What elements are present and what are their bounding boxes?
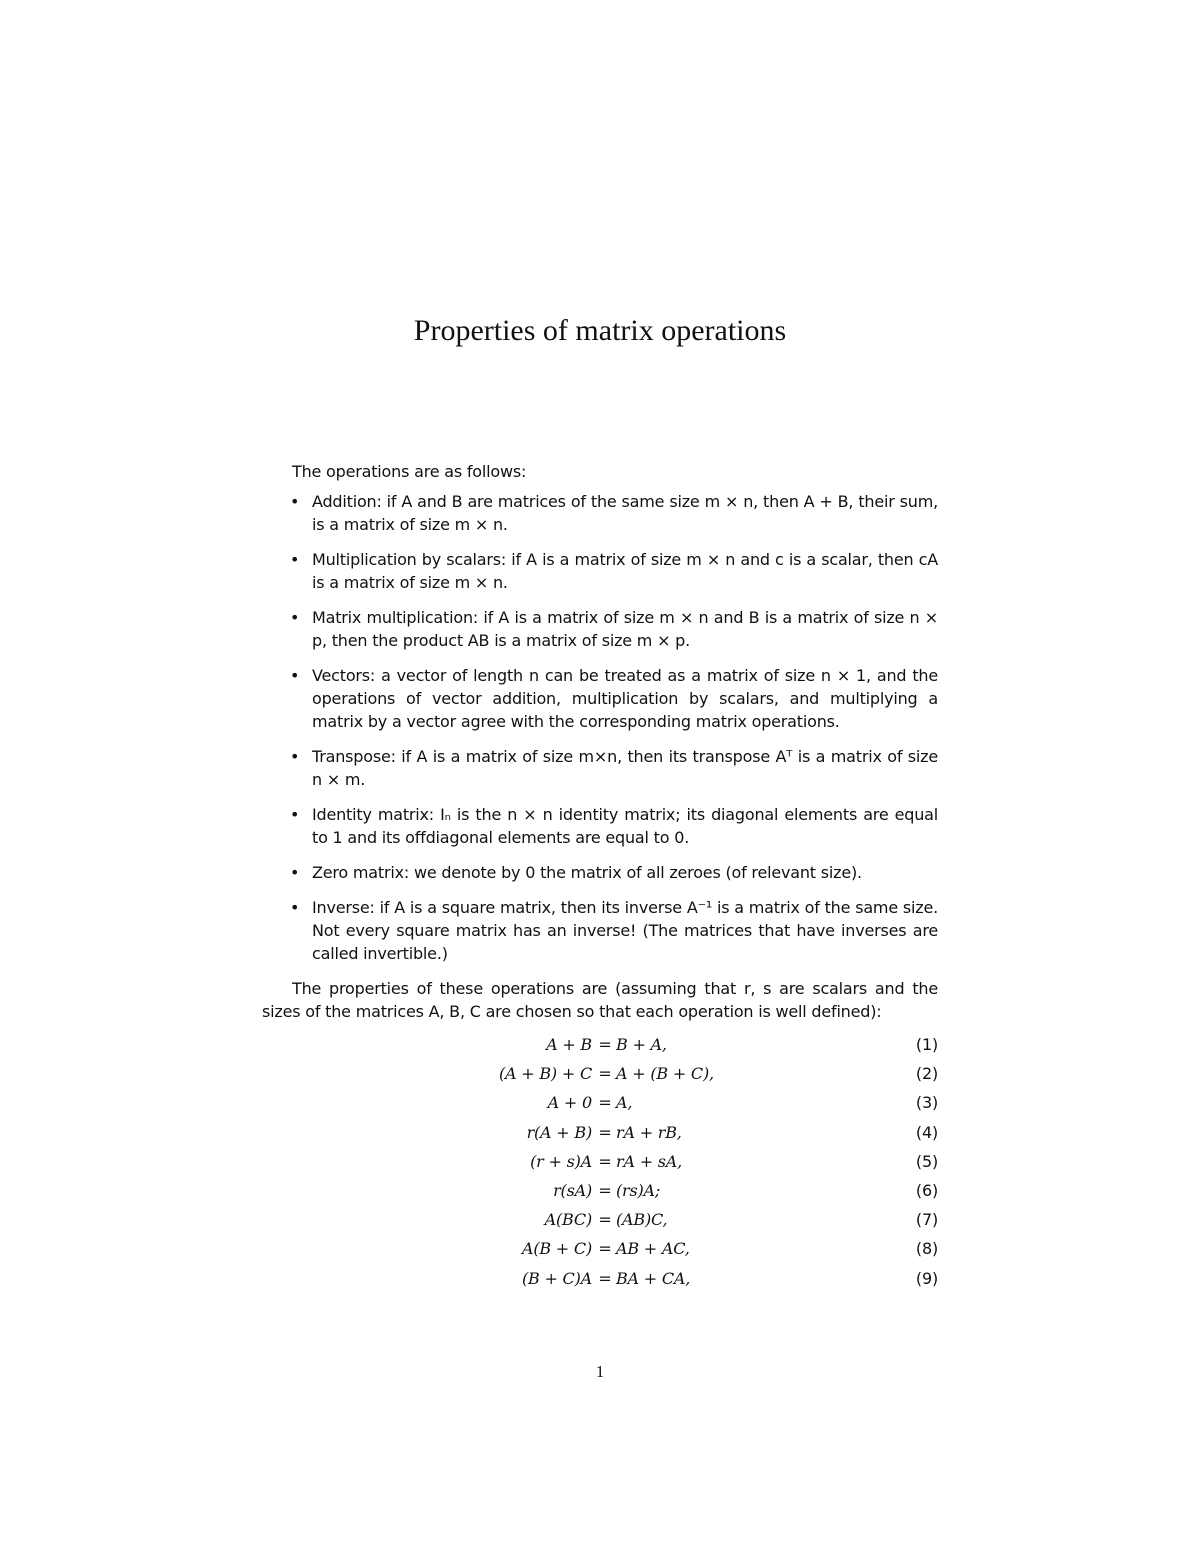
equals-sign: = [598, 1035, 612, 1054]
equation-number: (8) [915, 1239, 938, 1259]
inverse-definition: Inverse: if A is a square matrix, then its inverse A⁻¹ is a matrix of the same size. Not every square matrix has an inverse! (The matrices that have inverses are called invertible.) [312, 898, 938, 963]
list-item-vectors [262, 664, 938, 733]
bullet-icon: • [290, 550, 300, 569]
page-title: Properties of matrix operations [413, 314, 787, 347]
bullet-icon: • [290, 666, 300, 685]
equation-number: (3) [915, 1093, 938, 1113]
equation-lhs: A(BC) [544, 1210, 592, 1230]
equation-lhs: (A + B) + C [499, 1064, 592, 1084]
equation-rhs: A, [616, 1093, 633, 1113]
equals-sign: = [598, 1239, 612, 1259]
equation-row [262, 1121, 938, 1150]
equation-rhs: AB + AC, [616, 1239, 690, 1259]
equation-number: (9) [915, 1268, 938, 1288]
equals-sign: = [598, 1093, 612, 1113]
equals-sign: = [598, 1151, 612, 1171]
equation-row [262, 1150, 938, 1179]
equation-rhs: BA + CA, [616, 1268, 691, 1288]
equation-number: (4) [915, 1122, 938, 1142]
equals-sign: = [598, 1122, 612, 1142]
properties-intro: The properties of these operations are (assuming that r, s are scalars and the sizes of the matrices A, B, C are chosen so that each operation is well defined): [262, 979, 938, 1021]
list-item-identity-matrix [262, 803, 938, 849]
equation-rhs: (rs)A; [616, 1180, 661, 1200]
equation-number: (2) [915, 1064, 938, 1084]
equation-number: (7) [915, 1210, 938, 1230]
list-item-matrix-multiplication [262, 606, 938, 652]
equation-rhs: rA + sA, [616, 1151, 683, 1171]
operations-intro: The operations are as follows: [292, 462, 527, 481]
equation-lhs: r(A + B) [526, 1122, 592, 1142]
list-item-inverse [262, 896, 938, 965]
equation-row [262, 1033, 938, 1062]
matrix-multiplication-definition: Matrix multiplication: if A is a matrix of size m × n and B is a matrix of size n × p, then the product AB is a matrix of size m × p. [312, 608, 938, 650]
addition-definition: Addition: if A and B are matrices of the same size m × n, then A + B, their sum, is a matrix of size m × n. [312, 492, 938, 534]
equation-lhs: A + 0 [547, 1093, 592, 1113]
equation-rhs: (AB)C, [616, 1210, 668, 1230]
equation-block [262, 1033, 938, 1296]
list-item-zero-matrix [262, 861, 938, 884]
bullet-icon: • [290, 608, 300, 627]
equation-number: (5) [915, 1151, 938, 1171]
transpose-definition: Transpose: if A is a matrix of size m×n, then its transpose Aᵀ is a matrix of size n × m. [312, 747, 938, 789]
equation-lhs: A + B [546, 1035, 592, 1054]
equals-sign: = [598, 1180, 612, 1200]
equation-lhs: (r + s)A [530, 1151, 592, 1171]
bullet-icon: • [290, 863, 300, 882]
equation-row [262, 1208, 938, 1237]
list-item-addition [262, 490, 938, 536]
equation-row [262, 1062, 938, 1091]
zero-matrix-definition: Zero matrix: we denote by 0 the matrix of all zeroes (of relevant size). [312, 863, 862, 882]
equation-row [262, 1179, 938, 1208]
equation-lhs: (B + C)A [521, 1268, 592, 1288]
bullet-icon: • [290, 805, 300, 824]
equation-number: (1) [915, 1035, 938, 1054]
scalar-multiplication-definition: Multiplication by scalars: if A is a matrix of size m × n and c is a scalar, then cA is a matrix of size m × n. [312, 550, 938, 592]
equals-sign: = [598, 1268, 612, 1288]
equation-row [262, 1091, 938, 1120]
equation-rhs: A + (B + C), [616, 1064, 714, 1084]
equation-rhs: rA + rB, [616, 1122, 682, 1142]
operations-list [262, 490, 938, 965]
equation-row [262, 1237, 938, 1266]
vectors-definition: Vectors: a vector of length n can be treated as a matrix of size n × 1, and the operations of vector addition, multiplication by scalars, and multiplying a matrix by a vector agree with the corresponding matrix operations. [312, 666, 938, 731]
list-item-scalar-multiplication [262, 548, 938, 594]
list-item-transpose [262, 745, 938, 791]
bullet-icon: • [290, 747, 300, 766]
equation-number: (6) [915, 1180, 938, 1200]
equation-lhs: A(B + C) [521, 1239, 592, 1259]
bullet-icon: • [290, 492, 300, 511]
equation-row [262, 1267, 938, 1296]
bullet-icon: • [290, 898, 300, 917]
equals-sign: = [598, 1210, 612, 1230]
identity-matrix-definition: Identity matrix: Iₙ is the n × n identity matrix; its diagonal elements are equal to 1 and its offdiagonal elements are equal to 0. [312, 805, 938, 847]
document-body [262, 460, 938, 1296]
equals-sign: = [598, 1064, 612, 1084]
equation-lhs: r(sA) [553, 1180, 592, 1200]
equation-rhs: B + A, [616, 1035, 667, 1054]
page-number: 1 [595, 1362, 605, 1381]
